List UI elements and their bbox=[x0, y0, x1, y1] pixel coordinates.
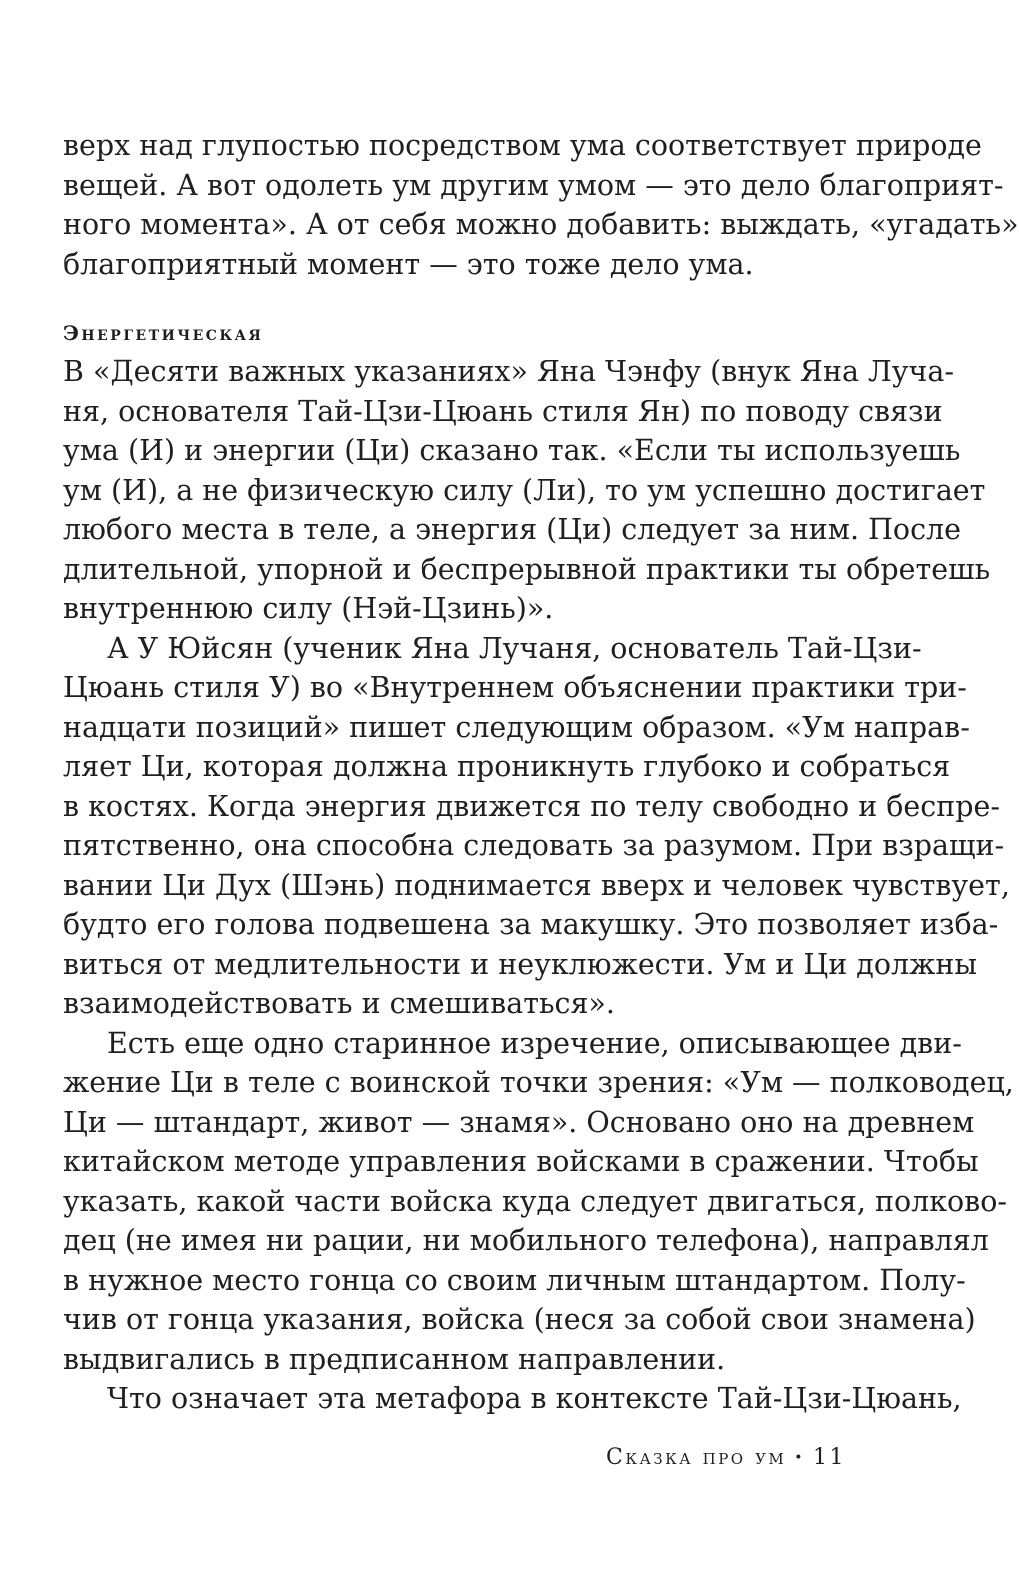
text-line: ного момента». А от себя можно добавить: выждать, «угадать» bbox=[63, 208, 1019, 241]
text-line: ума (И) и энергии (Ци) сказано так. «Если ты используешь bbox=[63, 434, 961, 467]
page-body bbox=[63, 126, 1019, 1419]
text-line: взаимодействовать и смешиваться». bbox=[63, 987, 615, 1020]
text-line: жение Ци в теле с воинской точки зрения: «Ум — полководец, bbox=[63, 1066, 1014, 1099]
text-line: вещей. А вот одолеть ум другим умом — это дело благоприят- bbox=[63, 168, 1004, 202]
text-line: в костях. Когда энергия движется по телу свободно и беспре- bbox=[63, 789, 1000, 823]
section-heading: Энергетическая bbox=[63, 321, 264, 345]
text-line: чив от гонца указания, войска (неся за собой свои знамена) bbox=[63, 1303, 976, 1336]
paragraph bbox=[63, 1379, 962, 1419]
paragraph bbox=[63, 629, 1010, 1024]
text-line: верх над глупостью посредством ума соответствует природе bbox=[63, 129, 982, 162]
text-line: В «Десяти важных указаниях» Яна Чэнфу (внук Яна Луча- bbox=[63, 355, 955, 388]
text-line: виться от медлительности и неуклюжести. Ум и Ци должны bbox=[63, 947, 978, 981]
bullet-icon: • bbox=[794, 1450, 806, 1466]
text-line: вании Ци Дух (Шэнь) поднимается вверх и человек чувствует, bbox=[63, 868, 1010, 902]
text-line: китайском методе управления войсками в сражении. Чтобы bbox=[63, 1145, 979, 1178]
text-line: Есть еще одно старинное изречение, описывающее дви- bbox=[107, 1026, 962, 1060]
text-line: Что означает эта метафора в контексте Тай-Цзи-Цюань, bbox=[107, 1382, 962, 1415]
text-line: Цюань стиля У) во «Внутреннем объяснении практики три- bbox=[63, 671, 967, 704]
text-line: Ци — штандарт, живот — знамя». Основано оно на древнем bbox=[63, 1105, 975, 1139]
text-line: благоприятный момент — это тоже дело ума. bbox=[63, 247, 754, 281]
text-line: любого места в теле, а энергия (Ци) следует за ним. После bbox=[63, 513, 962, 546]
text-line: А У Юйсян (ученик Яна Лучаня, основатель Тай-Цзи- bbox=[107, 631, 922, 665]
text-line: выдвигались в предписанном направлении. bbox=[63, 1342, 726, 1376]
text-line: ум (И), а не физическую силу (Ли), то ум успешно достигает bbox=[63, 473, 986, 507]
text-line: будто его голова подвешена за макушку. Это позволяет изба- bbox=[63, 908, 999, 941]
text-line: длительной, упорной и беспрерывной практики ты обретешь bbox=[63, 552, 991, 586]
text-line: дец (не имея ни рации, ни мобильного телефона), направлял bbox=[63, 1224, 989, 1257]
footer-title: Сказка про ум bbox=[606, 1445, 787, 1470]
text-line: в нужное место гонца со своим личным штандартом. Полу- bbox=[63, 1263, 966, 1297]
paragraph bbox=[63, 126, 1019, 284]
paragraph bbox=[63, 352, 991, 629]
running-footer bbox=[606, 1445, 846, 1470]
text-line: ляет Ци, которая должна проникнуть глубоко и собраться bbox=[63, 750, 951, 783]
paragraph bbox=[63, 1024, 1014, 1380]
text-line: указать, какой части войска куда следует двигаться, полково- bbox=[63, 1184, 1008, 1218]
page-number: 11 bbox=[813, 1445, 847, 1470]
text-line: внутреннюю силу (Нэй-Цзинь)». bbox=[63, 592, 554, 625]
text-line: ня, основателя Тай-Цзи-Цюань стиля Ян) по поводу связи bbox=[63, 394, 943, 428]
text-line: надцати позиций» пишет следующим образом. «Ум направ- bbox=[63, 710, 970, 744]
text-line: пятственно, она способна следовать за разумом. При взращи- bbox=[63, 829, 1005, 862]
